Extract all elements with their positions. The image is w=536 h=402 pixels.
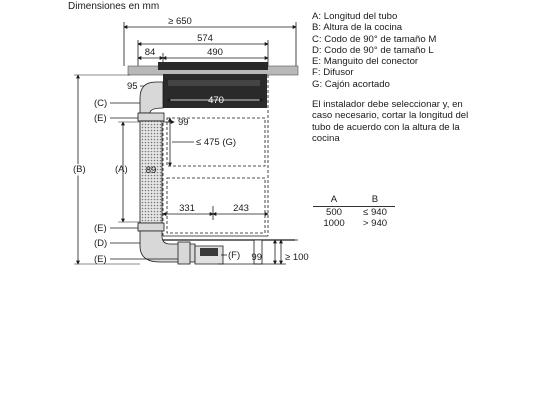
dim-inner-width: 490 xyxy=(207,47,223,58)
elbow-c xyxy=(140,82,163,113)
label-f: (F) xyxy=(228,250,241,261)
table-row xyxy=(313,206,395,218)
table-header-a: A xyxy=(330,194,338,206)
dim-recess-width: 470 xyxy=(208,95,224,106)
table-row xyxy=(313,218,395,230)
dim-bottom-right: 243 xyxy=(233,203,249,214)
legend-item-d: D: Codo de 90° de tamaño L xyxy=(312,44,434,56)
label-a: (A) xyxy=(115,164,128,175)
dim-bottom-left: 331 xyxy=(179,203,195,214)
table-cell: 500 xyxy=(325,206,342,218)
length-table xyxy=(313,194,395,230)
legend-item-b: B: Altura de la cocina xyxy=(312,22,403,34)
label-c: (C) xyxy=(94,98,108,109)
dim-plinth-left: 99 xyxy=(251,252,262,263)
dim-plinth-right: ≥ 100 xyxy=(285,252,309,263)
table-header-row xyxy=(313,194,395,206)
dim-total-width: ≥ 650 xyxy=(168,16,192,27)
connector-e-bottom xyxy=(138,223,164,231)
cooktop-panel xyxy=(168,80,260,86)
table-header-b: B xyxy=(371,194,379,206)
diffuser-vent xyxy=(200,248,218,256)
label-d: (D) xyxy=(94,238,108,249)
dim-duct-offset: 95 xyxy=(127,81,138,92)
connector-e-top xyxy=(138,113,164,121)
dim-duct-width: 89 xyxy=(145,165,157,176)
connector-e-lowest xyxy=(178,242,190,264)
label-e-lowest: (E) xyxy=(94,254,107,265)
legend-item-g: G: Cajón acortado xyxy=(312,78,390,90)
dim-drawer-height: ≤ 475 (G) xyxy=(196,137,237,148)
legend xyxy=(312,11,436,90)
page-title: Dimensiones en mm xyxy=(68,1,160,12)
table-cell: ≤ 940 xyxy=(363,206,387,218)
legend-item-f: F: Difusor xyxy=(312,67,354,79)
label-e-top: (E) xyxy=(94,113,107,124)
legend-item-c: C: Codo de 90° de tamaño M xyxy=(312,33,437,45)
table-cell: > 940 xyxy=(362,218,388,230)
dim-cooktop-width: 574 xyxy=(197,33,213,44)
dim-offset: 84 xyxy=(144,47,156,58)
label-e-bottom: (E) xyxy=(94,223,107,234)
dim-gap: 99 xyxy=(178,117,189,128)
table-cell: 1000 xyxy=(323,218,345,230)
installer-note: El instalador debe seleccionar y, en caso necesario, cortar la longitud del tubo de acuerdo con la altura de la cocina xyxy=(312,99,469,145)
legend-item-a: A: Longitud del tubo xyxy=(312,11,398,22)
top-dimensions xyxy=(124,22,296,66)
label-b: (B) xyxy=(73,164,86,175)
cooktop xyxy=(158,62,268,70)
legend-item-e: E: Manguito del conector xyxy=(312,56,419,68)
